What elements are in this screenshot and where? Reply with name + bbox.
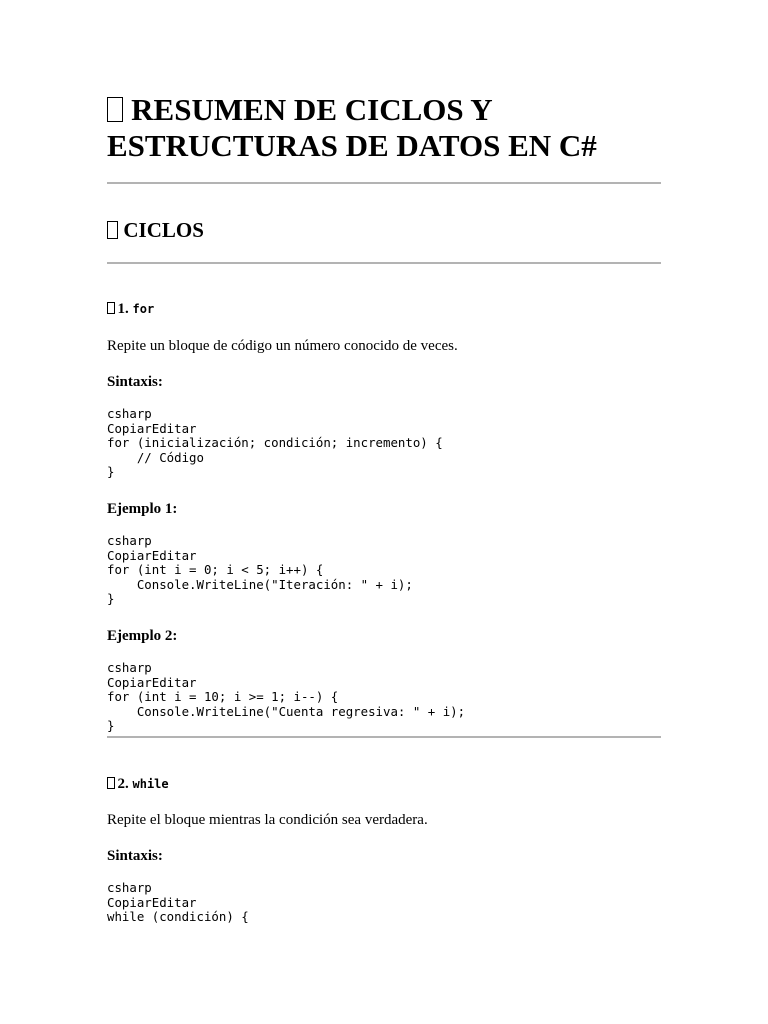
subsection-number: 1. (117, 301, 129, 317)
missing-glyph-icon (107, 221, 118, 238)
missing-glyph-icon (107, 777, 115, 789)
document-title (107, 92, 661, 164)
code-line: csharp (107, 406, 152, 421)
section-heading-ciclos (107, 217, 204, 243)
while-syntax-label: Sintaxis: (107, 848, 163, 864)
for-example1-label: Ejemplo 1: (107, 501, 178, 517)
code-line: for (inicialización; condición; incremento) { (107, 435, 443, 451)
while-syntax-code-block (107, 881, 249, 925)
code-line: csharp (107, 660, 152, 675)
for-syntax-label: Sintaxis: (107, 374, 163, 390)
for-example1-code-block (107, 534, 413, 607)
divider (107, 262, 661, 264)
code-line: csharp (107, 880, 152, 895)
code-line: for (int i = 0; i < 5; i++) { (107, 562, 324, 578)
section-heading-text: CICLOS (123, 218, 204, 242)
copy-edit-label: CopiarEditar (107, 894, 197, 910)
code-line: csharp (107, 533, 152, 548)
copy-edit-label: CopiarEditar (107, 547, 197, 563)
code-line: Console.WriteLine("Iteración: " + i); (107, 576, 413, 592)
for-description: Repite un bloque de código un número conocido de veces. (107, 338, 458, 354)
while-description: Repite el bloque mientras la condición sea verdadera. (107, 812, 428, 828)
code-line: } (107, 718, 115, 734)
document-title-text: RESUMEN DE CICLOS Y ESTRUCTURAS DE DATOS EN C# (107, 92, 597, 163)
code-line: } (107, 464, 115, 480)
for-syntax-code-block (107, 407, 443, 480)
code-line: for (int i = 10; i >= 1; i--) { (107, 689, 339, 705)
code-line: // Código (107, 449, 204, 465)
for-example2-code-block (107, 661, 465, 734)
subsection-number: 2. (117, 776, 129, 792)
code-line: while (condición) { (107, 909, 249, 925)
for-example2-label: Ejemplo 2: (107, 628, 178, 644)
subsection-keyword: while (132, 777, 169, 791)
subsection-heading-while (107, 774, 169, 794)
copy-edit-label: CopiarEditar (107, 674, 197, 690)
code-line: Console.WriteLine("Cuenta regresiva: " + i); (107, 703, 466, 719)
divider (107, 736, 661, 738)
divider (107, 182, 661, 184)
subsection-keyword: for (132, 302, 155, 316)
subsection-heading-for (107, 299, 154, 319)
missing-glyph-icon (107, 97, 123, 122)
code-line: } (107, 591, 115, 607)
copy-edit-label: CopiarEditar (107, 420, 197, 436)
missing-glyph-icon (107, 302, 115, 314)
